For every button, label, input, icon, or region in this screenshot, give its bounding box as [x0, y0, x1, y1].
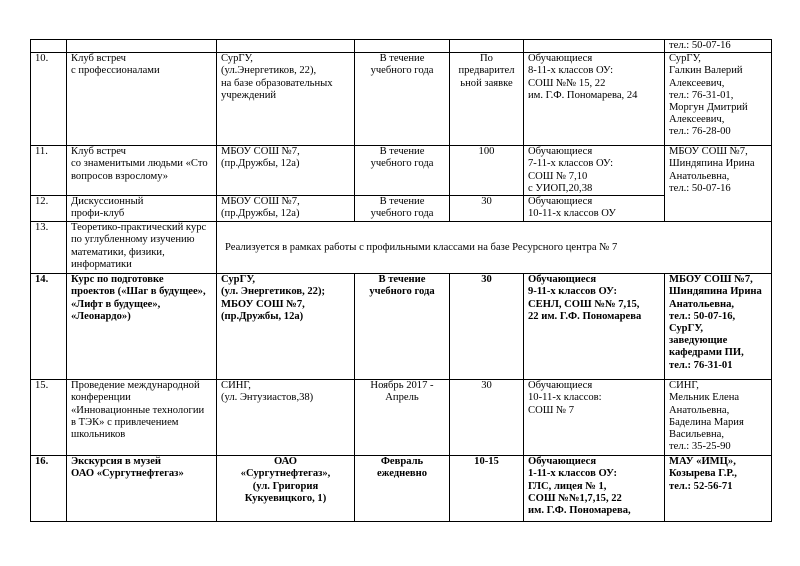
row-number: 10. — [31, 53, 67, 146]
event-name: Дискуссионный профи-клуб — [67, 196, 217, 222]
event-time: В течение учебного года — [355, 53, 450, 146]
row-number — [31, 40, 67, 53]
event-name: Проведение международной конференции «Инновационные технологии в ТЭК» с привлечением школьников — [67, 380, 217, 456]
event-audience: Обучающиеся 10-11-х классов ОУ — [524, 196, 665, 222]
event-name — [67, 40, 217, 53]
event-audience: Обучающиеся 1-11-х классов ОУ: ГЛС, лицея № 1, СОШ №№1,7,15, 22 им. Г.Ф. Пономарева, — [524, 456, 665, 522]
row-number: 16. — [31, 456, 67, 522]
event-name: Клуб встреч с профессионалами — [67, 53, 217, 146]
table-row — [31, 40, 772, 53]
table-row — [31, 380, 772, 456]
event-name: Клуб встреч со знаменитыми людьми «Сто вопросов взрослому» — [67, 146, 217, 196]
table-row — [31, 222, 772, 274]
event-place — [217, 40, 355, 53]
event-audience: Обучающиеся 9-11-х классов ОУ: СЕНЛ, СОШ №№ 7,15, 22 им. Г.Ф. Пономарева — [524, 274, 665, 380]
event-name: Курс по подготовке проектов («Шаг в будущее», «Лифт в будущее», «Леонардо») — [67, 274, 217, 380]
event-contact: тел.: 50-07-16 — [665, 40, 772, 53]
events-table — [30, 39, 772, 522]
table-row — [31, 146, 772, 196]
participant-count: 30 — [450, 380, 524, 456]
event-time: Февраль ежедневно — [355, 456, 450, 522]
event-time: В течение учебного года — [355, 274, 450, 380]
event-place: МБОУ СОШ №7, (пр.Дружбы, 12а) — [217, 146, 355, 196]
row-number: 14. — [31, 274, 67, 380]
row-number: 15. — [31, 380, 67, 456]
row-number: 13. — [31, 222, 67, 274]
event-contact: МБОУ СОШ №7, Шиндяпина Ирина Анатольевна, тел.: 50-07-16 — [665, 146, 772, 222]
event-contact: МБОУ СОШ №7, Шиндяпина Ирина Анатольевна, тел.: 50-07-16, СурГУ, заведующие кафедрами ПИ, тел.: 76-31-01 — [665, 274, 772, 380]
participant-count: 100 — [450, 146, 524, 196]
event-name: Теоретико-практический курс по углубленному изучению математики, физики, информатики — [67, 222, 217, 274]
table-row — [31, 196, 772, 222]
event-audience — [524, 40, 665, 53]
participant-count: По предварител ьной заявке — [450, 53, 524, 146]
event-place: МБОУ СОШ №7, (пр.Дружбы, 12а) — [217, 196, 355, 222]
event-time: В течение учебного года — [355, 146, 450, 196]
table-row — [31, 274, 772, 380]
event-audience: Обучающиеся 8-11-х классов ОУ: СОШ №№ 15, 22 им. Г.Ф. Пономарева, 24 — [524, 53, 665, 146]
participant-count: 30 — [450, 274, 524, 380]
event-place: СИНГ, (ул. Энтузиастов,38) — [217, 380, 355, 456]
event-contact: СИНГ, Мельник Елена Анатольевна, Баделина Мария Васильевна, тел.: 35-25-90 — [665, 380, 772, 456]
event-contact: МАУ «ИМЦ», Козырева Г.Р., тел.: 52-56-71 — [665, 456, 772, 522]
event-time — [355, 40, 450, 53]
event-audience: Обучающиеся 7-11-х классов ОУ: СОШ № 7,10 с УИОП,20,38 — [524, 146, 665, 196]
event-place: СурГУ, (ул.Энергетиков, 22), на базе образовательных учреждений — [217, 53, 355, 146]
table-row — [31, 456, 772, 522]
row-number: 11. — [31, 146, 67, 196]
event-time: В течение учебного года — [355, 196, 450, 222]
event-contact: СурГУ, Галкин Валерий Алексеевич, тел.: 76-31-01, Моргун Дмитрий Алексеевич, тел.: 76-28-00 — [665, 53, 772, 146]
participant-count — [450, 40, 524, 53]
event-place: ОАО «Сургутнефтегаз», (ул. Григория Кукуевицкого, 1) — [217, 456, 355, 522]
merged-note: Реализуется в рамках работы с профильными классами на базе Ресурсного центра № 7 — [217, 222, 772, 274]
event-time: Ноябрь 2017 - Апрель — [355, 380, 450, 456]
row-number: 12. — [31, 196, 67, 222]
participant-count: 10-15 — [450, 456, 524, 522]
event-place: СурГУ, (ул. Энергетиков, 22); МБОУ СОШ №7, (пр.Дружбы, 12а) — [217, 274, 355, 380]
event-name: Экскурсия в музей ОАО «Сургутнефтегаз» — [67, 456, 217, 522]
event-audience: Обучающиеся 10-11-х классов: СОШ № 7 — [524, 380, 665, 456]
participant-count: 30 — [450, 196, 524, 222]
table-row — [31, 53, 772, 146]
